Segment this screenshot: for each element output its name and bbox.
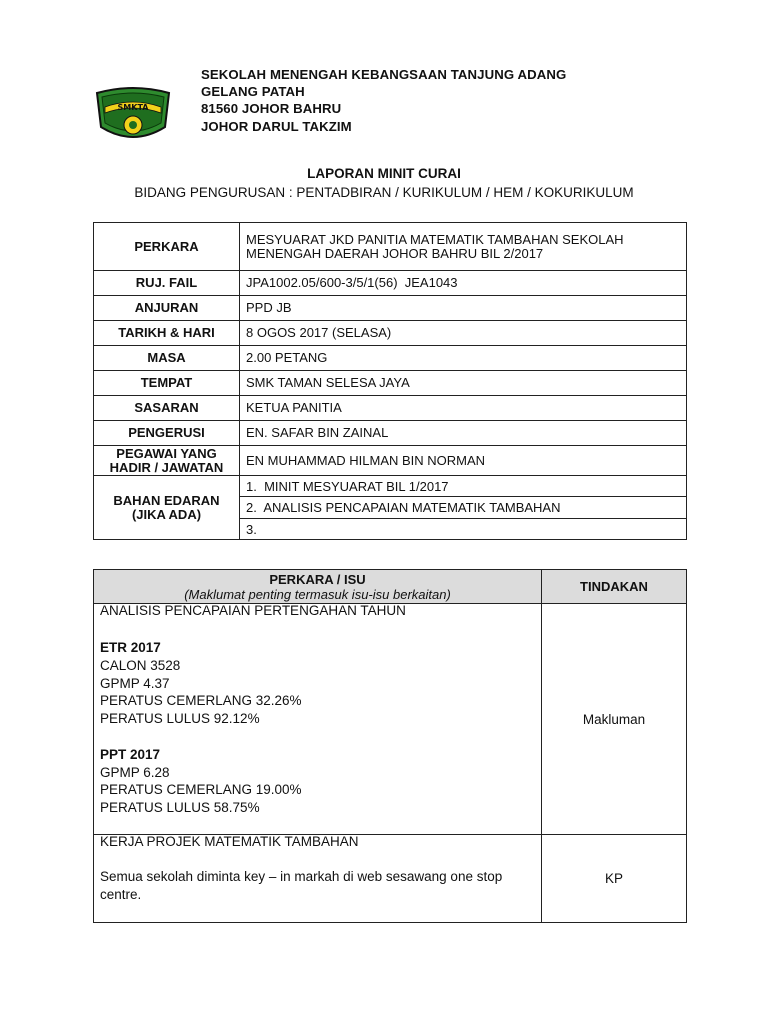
meeting-info-table xyxy=(93,222,687,540)
issue-row-2 xyxy=(94,835,687,923)
label-anjuran: ANJURAN xyxy=(94,296,240,321)
issues-table xyxy=(93,569,687,923)
bahan-item-2: 2. ANALISIS PENCAPAIAN MATEMATIK TAMBAHAN xyxy=(240,497,687,519)
value-anjuran: PPD JB xyxy=(240,296,687,321)
value-ruj-fail: JPA1002.05/600-3/5/1(56) JEA1043 xyxy=(240,271,687,296)
value-tarikh: 8 OGOS 2017 (SELASA) xyxy=(240,321,687,346)
etr-line: CALON 3528 xyxy=(100,657,181,673)
school-name: SEKOLAH MENENGAH KEBANGSAAN TANJUNG ADANG xyxy=(201,67,567,82)
etr-line: PERATUS CEMERLANG 32.26% xyxy=(100,693,302,709)
value-pengerusi: EN. SAFAR BIN ZAINAL xyxy=(240,421,687,446)
value-tempat: SMK TAMAN SELESA JAYA xyxy=(240,371,687,396)
value-pegawai: EN MUHAMMAD HILMAN BIN NORMAN xyxy=(240,446,687,476)
header-tindakan: TINDAKAN xyxy=(542,570,687,604)
label-ruj-fail: RUJ. FAIL xyxy=(94,271,240,296)
school-logo xyxy=(93,85,173,145)
label-tarikh: TARIKH & HARI xyxy=(94,321,240,346)
row-anjuran xyxy=(94,296,687,321)
issue-2-text-line1: Semua sekolah diminta key – in markah di web sesawang one stop xyxy=(100,869,503,884)
label-pegawai xyxy=(94,446,240,476)
row-pegawai xyxy=(94,446,687,476)
etr-heading: ETR 2017 xyxy=(100,640,161,655)
report-title: LAPORAN MINIT CURAI xyxy=(307,166,461,181)
label-perkara: PERKARA xyxy=(94,223,240,271)
ppt-line: GPMP 6.28 xyxy=(100,764,170,780)
ppt-heading: PPT 2017 xyxy=(100,746,161,762)
etr-line: GPMP 4.37 xyxy=(100,675,170,691)
row-tempat xyxy=(94,371,687,396)
header-perkara-isu xyxy=(94,570,542,604)
header-perkara-isu-sub: (Maklumat penting termasuk isu-isu berkaitan) xyxy=(184,586,451,602)
label-bahan-line1: BAHAN EDARAN xyxy=(113,492,220,508)
issue-row-1 xyxy=(94,604,687,835)
label-bahan-line2: (JIKA ADA) xyxy=(131,506,202,522)
row-bahan-1 xyxy=(94,476,687,497)
row-perkara xyxy=(94,223,687,271)
label-tempat: TEMPAT xyxy=(94,371,240,396)
label-masa: MASA xyxy=(94,346,240,371)
school-state: JOHOR DARUL TAKZIM xyxy=(201,118,352,134)
value-masa: 2.00 PETANG xyxy=(240,346,687,371)
ppt-line: PERATUS LULUS 58.75% xyxy=(100,800,260,816)
value-perkara xyxy=(240,223,687,271)
row-pengerusi xyxy=(94,421,687,446)
issue-2-action: KP xyxy=(542,835,687,923)
bahan-item-1: 1. MINIT MESYUARAT BIL 1/2017 xyxy=(240,476,687,497)
issues-header-row xyxy=(94,570,687,604)
header-perkara-isu-title: PERKARA / ISU xyxy=(269,571,366,587)
ppt-line: PERATUS CEMERLANG 19.00% xyxy=(100,782,302,798)
row-sasaran xyxy=(94,396,687,421)
logo-text: SMKTA xyxy=(117,103,149,112)
report-subtitle: BIDANG PENGURUSAN : PENTADBIRAN / KURIKULUM / HEM / KOKURIKULUM xyxy=(134,185,634,200)
etr-line: PERATUS LULUS 92.12% xyxy=(100,711,260,727)
label-sasaran: SASARAN xyxy=(94,396,240,421)
label-pengerusi: PENGERUSI xyxy=(94,421,240,446)
value-perkara-line1: MESYUARAT JKD PANITIA MATEMATIK TAMBAHAN SEKOLAH xyxy=(246,231,624,247)
label-pegawai-line1: PEGAWAI YANG xyxy=(116,445,217,461)
issue-1-action: Makluman xyxy=(542,604,687,835)
issue-2-title: KERJA PROJEK MATEMATIK TAMBAHAN xyxy=(100,834,359,849)
label-bahan xyxy=(94,476,240,540)
label-pegawai-line2: HADIR / JAWATAN xyxy=(109,459,224,475)
row-masa xyxy=(94,346,687,371)
issue-2-text-line2: centre. xyxy=(100,886,142,902)
value-sasaran: KETUA PANITIA xyxy=(240,396,687,421)
value-perkara-line2: MENENGAH DAERAH JOHOR BAHRU BIL 2/2017 xyxy=(246,245,544,261)
issue-1-title: ANALISIS PENCAPAIAN PERTENGAHAN TAHUN xyxy=(100,603,406,618)
school-town: GELANG PATAH xyxy=(201,84,305,100)
row-tarikh xyxy=(94,321,687,346)
row-ruj-fail xyxy=(94,271,687,296)
school-postcode: 81560 JOHOR BAHRU xyxy=(201,101,342,117)
bahan-item-3: 3. xyxy=(240,519,687,540)
issue-2-content xyxy=(94,835,542,923)
issue-1-content xyxy=(94,604,542,835)
school-address xyxy=(201,66,566,135)
